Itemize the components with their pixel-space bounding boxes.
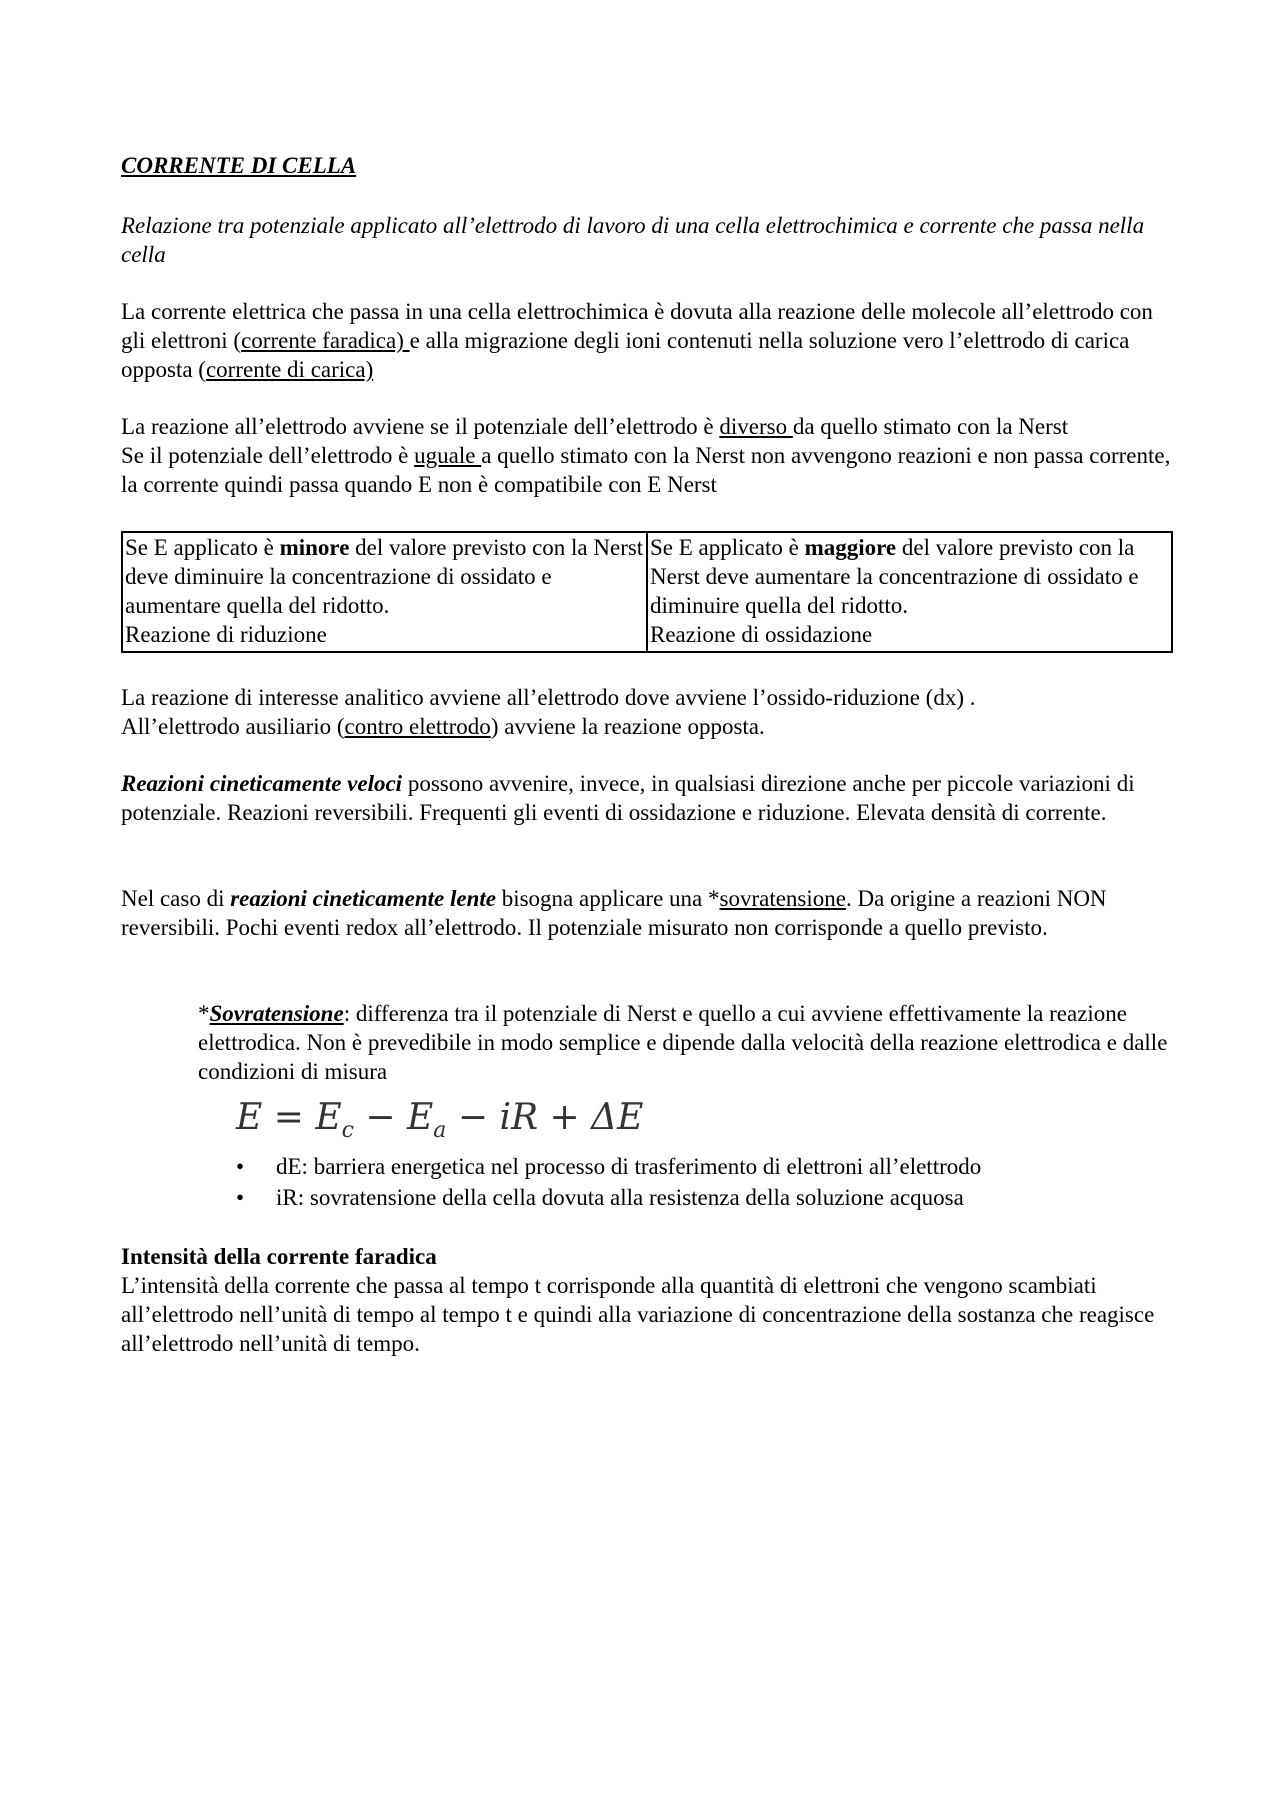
table-row (122, 532, 1172, 652)
page-title: CORRENTE DI CELLA (121, 153, 357, 178)
comparison-table (121, 531, 1173, 653)
subtitle: Relazione tra potenziale applicato all’elettrodo di lavoro di una cella elettrochimica e corrente che passa nella cella (121, 213, 1145, 267)
term-diverso: diverso (719, 414, 793, 439)
bullet-icon: • (236, 1185, 245, 1210)
formula-terms-list (236, 1152, 1186, 1214)
list-item: • iR: sovratensione della cella dovuta alla resistenza della soluzione acquosa (236, 1185, 964, 1210)
bullet-icon: • (236, 1154, 245, 1179)
section-body: L’intensità della corrente che passa al tempo t corrisponde alla quantità di elettroni che vengono scambiati all’elettrodo nell’unità di tempo al tempo t e quindi alla variazione di concentrazione della sostanza che reagisce all’elettrodo nell’unità di tempo. (121, 1273, 1155, 1356)
term-contro-elettrodo: contro elettrodo (344, 714, 491, 739)
paragraph-interesse-analitico: La reazione di interesse analitico avviene all’elettrodo dove avviene l’ossido-riduzione (dx) . All’elettrodo ausiliario (contro elettrodo) avviene la reazione opposta. (121, 685, 976, 739)
table-cell-riduzione: Se E applicato è minore del valore previsto con la Nerst deve diminuire la concentrazione di ossidato e aumentare quella del ridotto. Reazione di riduzione (122, 532, 647, 652)
paragraph-sovratensione-definition: *Sovratensione: differenza tra il potenziale di Nerst e quello a cui avviene effettivamente la reazione elettrodica. Non è prevedibile in modo semplice e dipende dalla velocità della reazione elettrodica e dalle condizioni di misura (198, 1001, 1168, 1084)
paragraph-corrente: La corrente elettrica che passa in una cella elettrochimica è dovuta alla reazione delle molecole all’elettrodo con gli elettroni (corrente faradica) e alla migrazione degli ioni contenuti nella soluzione vero l’elettrodo di carica opposta (corrente di carica) (121, 299, 1153, 382)
section-heading: Intensità della corrente faradica (121, 1244, 437, 1269)
overpotential-formula: $E = E_c - E_a$ − iR + ΔE (236, 1097, 644, 1143)
term-corrente-faradica: corrente faradica) (241, 328, 410, 353)
paragraph-reazioni-lente: Nel caso di reazioni cineticamente lente bisogna applicare una *sovratensione. Da origine a reazioni NON reversibili. Pochi eventi redox all’elettrodo. Il potenziale misurato non corrisponde a quello previsto. (121, 886, 1107, 940)
paragraph-reazione: La reazione all’elettrodo avviene se il potenziale dell’elettrodo è diverso da quello stimato con la Nerst Se il potenziale dell’elettrodo è uguale a quello stimato con la Nerst non avvengono reazioni e non passa corrente, la corrente quindi passa quando E non è compatibile con E Nerst (121, 414, 1171, 497)
paragraph-reazioni-veloci: Reazioni cineticamente veloci possono avvenire, invece, in qualsiasi direzione anche per piccole variazioni di potenziale. Reazioni reversibili. Frequenti gli eventi di ossidazione e riduzione. Elevata densità di corrente. (121, 771, 1135, 825)
list-item: • dE: barriera energetica nel processo di trasferimento di elettroni all’elettrodo (236, 1154, 982, 1179)
term-uguale: uguale (414, 443, 482, 468)
term-sovratensione: sovratensione (719, 886, 846, 911)
term-corrente-di-carica: corrente di carica) (205, 357, 374, 382)
table-cell-ossidazione: Se E applicato è maggiore del valore previsto con la Nerst deve aumentare la concentrazione di ossidato e diminuire quella del ridotto. Reazione di ossidazione (647, 532, 1172, 652)
